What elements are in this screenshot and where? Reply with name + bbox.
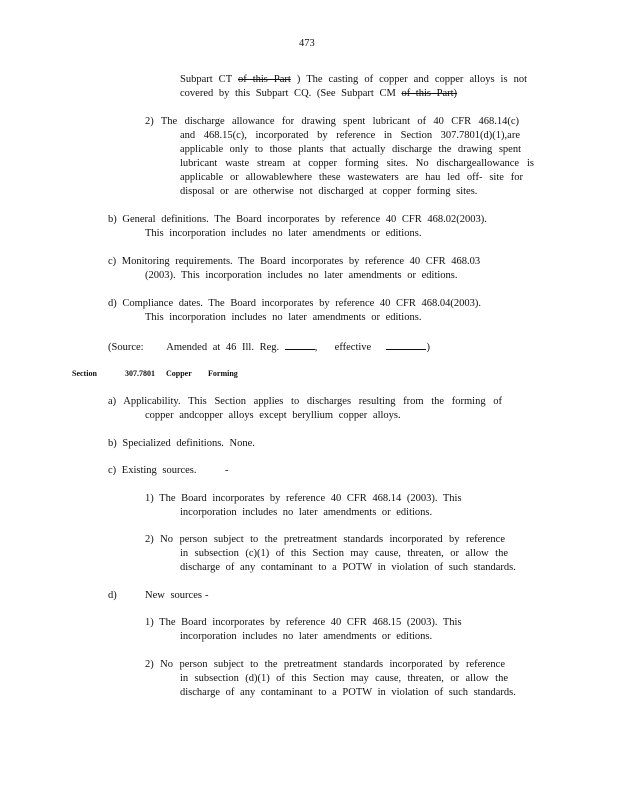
d-line1: d) Compliance dates. The Board incorporates by reference 40 CFR 468.04(2003). (108, 298, 482, 309)
subpart-ct-line2 (180, 87, 457, 101)
subpart-ct-strike-1: of this Part (237, 74, 291, 85)
source-comma: , (314, 342, 318, 353)
s-d-label: d) (108, 590, 117, 601)
c-line2: (2003). This incorporation includes no later amendments or editions. (145, 270, 458, 281)
s-d-dash: - (205, 590, 209, 601)
section-number: 307.7801 (125, 369, 155, 378)
subpart-ct-text-b: ) The casting of copper and copper alloys is not (296, 74, 528, 85)
b-line1: b) General definitions. The Board incorporates by reference 40 CFR 468.02(2003). (108, 214, 487, 225)
subpart-ct-text-a: Subpart CT (180, 74, 232, 85)
source-label: (Source: (108, 342, 144, 353)
source-close: ) (426, 342, 430, 353)
section-title-2: Forming (208, 369, 238, 378)
s-c1-line1: 1) The Board incorporates by reference 40 CFR 468.14 (2003). This (145, 493, 462, 504)
item2-line3: applicable only to those plants that actually discharge the drawing spent (180, 144, 521, 155)
b-line2: This incorporation includes no later amendments or editions. (145, 228, 422, 239)
subpart-ct-strike-2: of this Part) (401, 88, 458, 99)
item2-line5: applicable or allowablewhere these wastewaters are hau led off- site for (180, 172, 523, 183)
subpart-ct-text-c: covered by this Subpart CQ. (See Subpart CM (180, 88, 396, 99)
c-line1: c) Monitoring requirements. The Board incorporates by reference 40 CFR 468.03 (108, 256, 481, 267)
s-d1-line2: incorporation includes no later amendments or editions. (180, 631, 433, 642)
s-c2-line2: in subsection (c)(1) of this Section may cause, threaten, or allow the (180, 548, 508, 559)
section-title-1: Copper (166, 369, 192, 378)
register-blank (285, 339, 315, 350)
source-effective: effective (334, 342, 372, 353)
s-c2-line1: 2) No person subject to the pretreatment standards incorporated by reference (145, 534, 505, 545)
item2-line2: and 468.15(c), incorporated by reference in Section 307.7801(d)(1),are (180, 130, 520, 141)
source-amended: Amended at 46 Ill. Reg. (166, 342, 280, 353)
item2-line6: disposal or are otherwise not discharged at copper forming sites. (180, 186, 478, 197)
item2-line4: lubricant waste stream at copper forming sites. No dischargeallowance is (180, 158, 534, 169)
section-label: Section (72, 369, 97, 378)
s-c-line1: c) Existing sources. (108, 465, 197, 476)
effective-date-blank (386, 339, 426, 350)
page-number: 473 (299, 38, 315, 49)
s-a-line2: copper andcopper alloys except beryllium copper alloys. (145, 410, 401, 421)
d-line2: This incorporation includes no later amendments or editions. (145, 312, 422, 323)
s-d1-line1: 1) The Board incorporates by reference 40 CFR 468.15 (2003). This (145, 617, 462, 628)
s-a-line1: a) Applicability. This Section applies to discharges resulting from the forming of (108, 396, 502, 407)
item2-line1: 2) The discharge allowance for drawing spent lubricant of 40 CFR 468.14(c) (145, 116, 519, 127)
subpart-ct-line1 (180, 73, 527, 87)
s-d-text: New sources (145, 590, 202, 601)
source-line (108, 339, 430, 355)
s-c1-line2: incorporation includes no later amendments or editions. (180, 507, 433, 518)
s-c2-line3: discharge of any contaminant to a POTW in violation of such standards. (180, 562, 516, 573)
s-d2-line2: in subsection (d)(1) of this Section may cause, threaten, or allow the (180, 673, 508, 684)
s-c-dash: - (225, 465, 229, 476)
s-b-line1: b) Specialized definitions. None. (108, 438, 255, 449)
s-d2-line3: discharge of any contaminant to a POTW in violation of such standards. (180, 687, 516, 698)
s-d2-line1: 2) No person subject to the pretreatment standards incorporated by reference (145, 659, 505, 670)
